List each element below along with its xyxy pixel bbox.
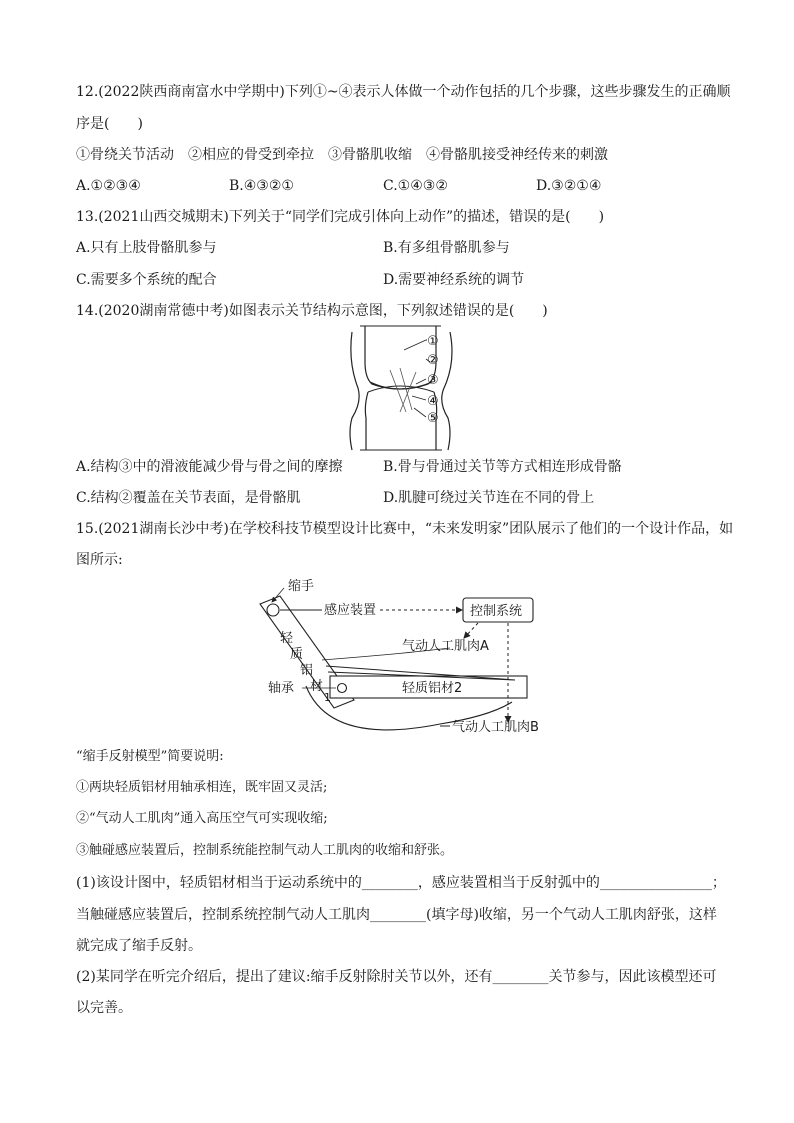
label-material-2: 轻质铝材2	[402, 681, 463, 696]
q15-stem-line1: 15.(2021湖南长沙中考)在学校科技节模型设计比赛中，“未来发明家”团队展示了他们的一个设计作品，如	[76, 521, 734, 537]
label-material-1-char-5: 1	[324, 691, 331, 704]
q14-option-b[interactable]: B.骨与骨通过关节等方式相连形成骨骼	[383, 459, 622, 475]
q12-stem-line1: 12.(2022陕西商南富水中学期中)下列①~④表示人体做一个动作包括的几个步骤，这些步骤发生的正确顺	[76, 84, 731, 100]
model-note-title: “缩手反射模型”简要说明:	[76, 749, 224, 764]
q13-option-a[interactable]: A.只有上肢骨骼肌参与	[76, 240, 217, 256]
joint-label-4: ④	[427, 394, 439, 409]
q14-option-c[interactable]: C.结构②覆盖在关节表面，是骨骼肌	[76, 490, 301, 506]
q13-option-c[interactable]: C.需要多个系统的配合	[76, 272, 217, 288]
q12-stem-line2: 序是( )	[76, 116, 143, 132]
label-muscle-a: 气动人工肌肉A	[402, 639, 489, 654]
q15-sub2-line1: (2)某同学在听完介绍后，提出了建议:缩手反射除肘关节以外，还有________关节参与，因此该模型还可	[76, 969, 717, 985]
label-sensor: 感应装置	[324, 603, 377, 618]
label-material-1-char-3: 铝	[300, 663, 314, 678]
q12-option-b[interactable]: B.④③②①	[229, 178, 294, 194]
joint-label-3: ③	[427, 373, 439, 388]
q14-option-a[interactable]: A.结构③中的滑液能减少骨与骨之间的摩擦	[76, 459, 343, 475]
q12-statements: ①骨绕关节活动 ②相应的骨受到牵拉 ③骨骼肌收缩 ④骨骼肌接受神经传来的刺激	[76, 147, 608, 163]
label-material-1-char-4: 材	[310, 679, 324, 694]
label-control-system: 控制系统	[470, 604, 523, 619]
label-material-1-char-1: 轻	[280, 631, 294, 646]
joint-structure-diagram	[330, 322, 480, 454]
sensor-circle	[267, 604, 279, 616]
q15-sub1-line3: 就完成了缩手反射。	[76, 938, 202, 954]
bearing-circle	[338, 684, 347, 693]
q13-option-b[interactable]: B.有多组骨骼肌参与	[383, 240, 510, 256]
joint-capsule	[350, 332, 359, 450]
q13-option-d[interactable]: D.需要神经系统的调节	[383, 272, 525, 288]
joint-label-5: ⑤	[427, 411, 439, 426]
model-note-3: ③触碰感应装置后，控制系统能控制气动人工肌肉的收缩和舒张。	[76, 843, 454, 858]
q12-option-d[interactable]: D.③②①④	[536, 178, 602, 194]
q15-sub1-line2: 当触碰感应装置后，控制系统控制气动人工肌肉________(填字母)收缩，另一个气动人工肌肉舒张，这样	[76, 907, 717, 923]
label-bearing: 轴承	[268, 681, 295, 696]
reflex-model-diagram	[250, 576, 550, 736]
q15-sub2-line2: 以完善。	[76, 1000, 132, 1016]
label-material-1-char-2: 质	[290, 647, 304, 662]
q13-stem: 13.(2021山西交城期末)下列关于“同学们完成引体向上动作”的描述，错误的是( )	[76, 209, 605, 225]
model-note-1: ①两块轻质铝材用轴承相连，既牢固又灵活;	[76, 780, 328, 795]
q14-stem: 14.(2020湖南常德中考)如图表示关节结构示意图，下列叙述错误的是( )	[76, 303, 548, 319]
q12-option-a[interactable]: A.①②③④	[76, 178, 141, 194]
q15-stem-line2: 图所示:	[76, 552, 123, 568]
joint-label-1: ①	[427, 334, 439, 349]
q14-option-d[interactable]: D.肌腱可绕过关节连在不同的骨上	[383, 490, 595, 506]
q15-sub1-line1: (1)该设计图中，轻质铝材相当于运动系统中的________，感应装置相当于反射弧中的________________；	[76, 875, 726, 891]
q12-option-c[interactable]: C.①④③②	[383, 178, 448, 194]
label-muscle-b: 气动人工肌肉B	[452, 720, 539, 735]
lower-bone	[365, 392, 436, 450]
model-note-2: ②“气动人工肌肉”通入高压空气可实现收缩;	[76, 811, 328, 826]
joint-label-2: ②	[427, 353, 439, 368]
articular-cartilage-upper	[370, 382, 432, 389]
label-suoshou: 缩手	[288, 579, 315, 594]
